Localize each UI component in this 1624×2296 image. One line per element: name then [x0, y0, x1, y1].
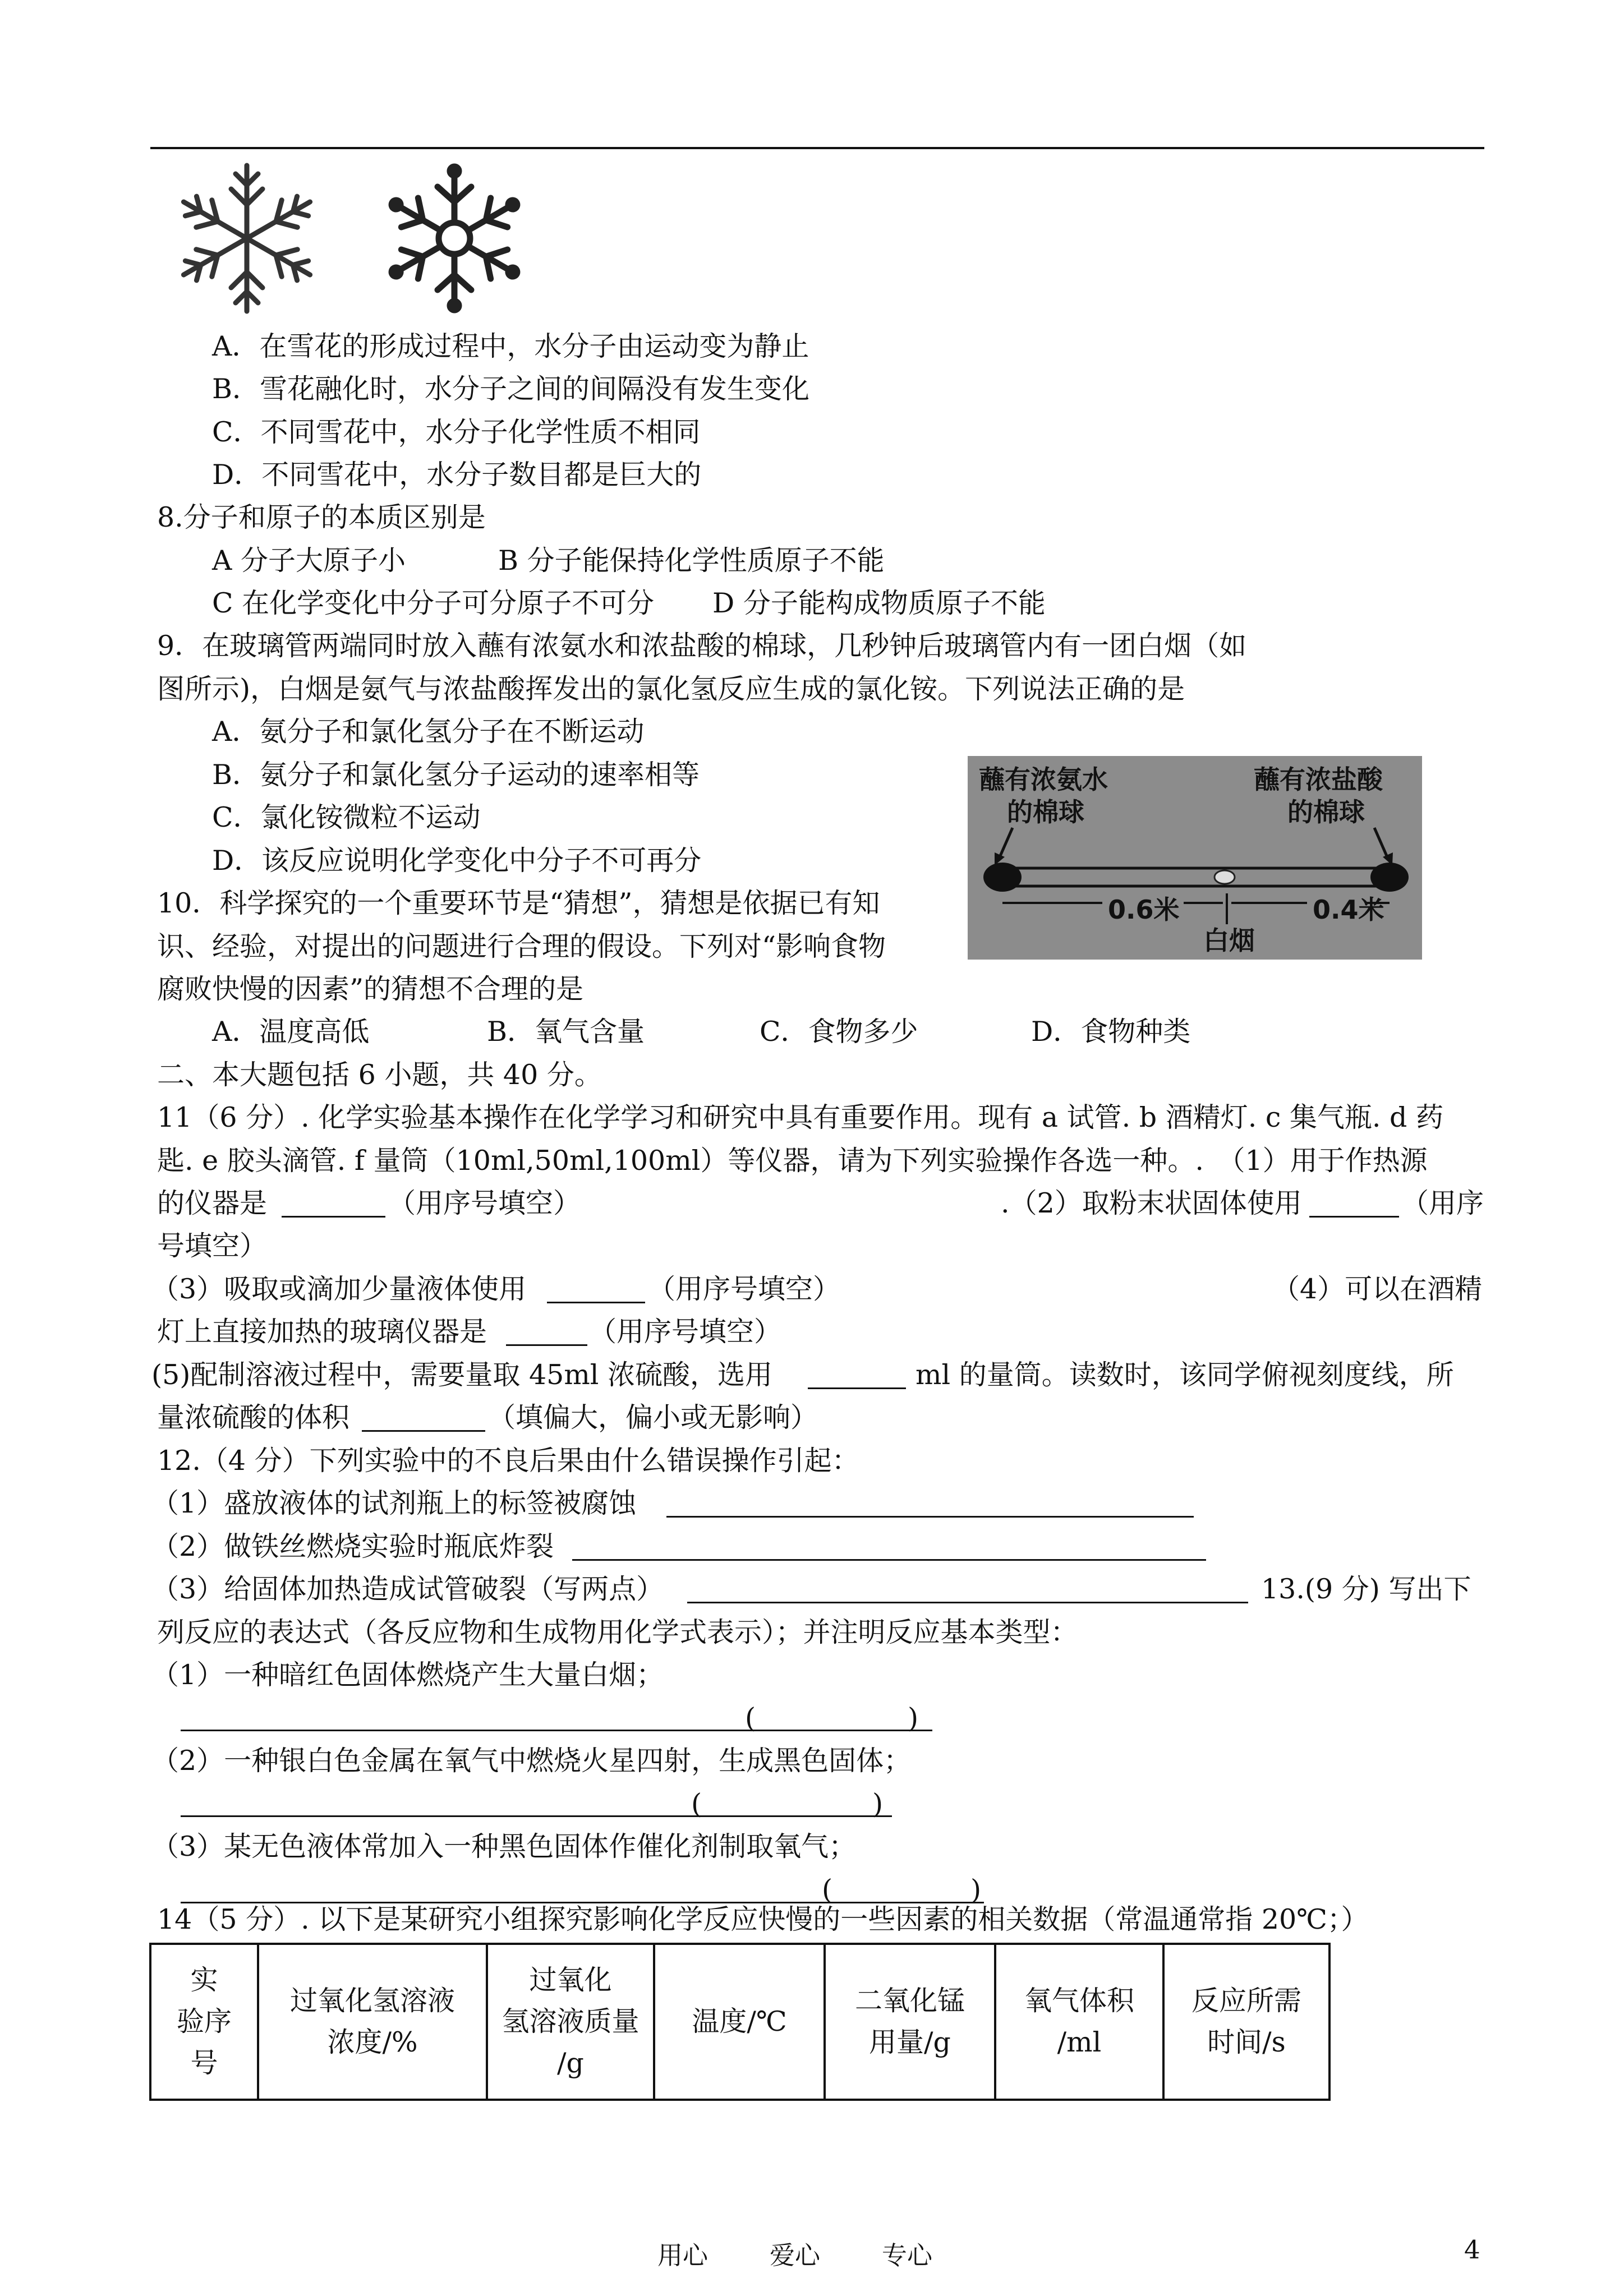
q13-item-1: （1）一种暗红色固体燃烧产生大量白烟； [151, 1659, 664, 1691]
q7-option-c: C．不同雪花中，水分子化学性质不相同 [212, 416, 701, 448]
q11-line-6a: 灯上直接加热的玻璃仪器是 [157, 1316, 487, 1348]
glass-tube-figure [968, 756, 1422, 960]
q13-heading: 13.(9 分) 写出下 [1261, 1573, 1471, 1605]
figure-dist-right: 0.4米 [1313, 895, 1384, 925]
q11-line-4: 号填空） [157, 1230, 268, 1262]
q11-blank-3[interactable] [547, 1302, 645, 1303]
cotton-ball-left [983, 863, 1022, 892]
q10-option-b: B．氧气含量 [487, 1016, 645, 1048]
table-header-cell: 氧气体积 /ml [995, 1944, 1163, 2100]
q12-item-3: （3）给固体加热造成试管破裂（写两点） [151, 1573, 664, 1605]
footer-motto-3: 专心 [882, 2240, 933, 2270]
q11-line-3c: .（2）取粉末状固体使用 [1001, 1187, 1302, 1219]
q9-option-d: D．该反应说明化学变化中分子不可再分 [212, 845, 702, 877]
snowflake-image-1 [157, 157, 337, 320]
snowflake-image-2 [370, 157, 539, 320]
q11-line-8b: （填偏大，偏小或无影响） [488, 1401, 818, 1433]
q12-blank-3[interactable] [687, 1602, 1248, 1603]
glass-tube-diagram [968, 756, 1422, 960]
q10-option-d: D．食物种类 [1031, 1016, 1191, 1048]
q11-blank-6[interactable] [362, 1430, 485, 1432]
q8-stem: 8.分子和原子的本质区别是 [157, 501, 486, 533]
table-header-cell: 过氧化氢溶液 浓度/% [258, 1944, 487, 2100]
q14-data-table [149, 1943, 1331, 2101]
footer-motto-1: 用心 [657, 2240, 709, 2270]
q9-stem-line-2: 图所示)，白烟是氨气与浓盐酸挥发出的氯化氢反应生成的氯化铵。下列说法正确的是 [157, 673, 1185, 705]
q13-item-3: （3）某无色液体常加入一种黑色固体作催化剂制取氧气； [151, 1831, 857, 1862]
q10-option-c: C．食物多少 [760, 1016, 918, 1048]
q11-line-5a: （3）吸取或滴加少量液体使用 [151, 1273, 527, 1305]
q11-blank-4[interactable] [506, 1344, 587, 1346]
q13-instructions: 列反应的表达式（各反应物和生成物用化学式表示）；并注明反应基本类型： [157, 1616, 1078, 1648]
q8-option-b: B 分子能保持化学性质原子不能 [498, 545, 885, 577]
q11-line-8a: 量浓硫酸的体积 [157, 1401, 350, 1433]
q11-line-7b: ml 的量筒。读数时，该同学俯视刻度线，所 [915, 1359, 1454, 1391]
q8-option-d: D 分子能构成物质原子不能 [712, 587, 1046, 619]
table-header-cell: 实 验序 号 [150, 1944, 258, 2100]
q10-stem-line-2: 识、经验，对提出的问题进行合理的假设。下列对“影响食物 [157, 930, 886, 962]
q11-blank-1[interactable] [282, 1216, 385, 1218]
q11-line-5c: （4）可以在酒精 [1272, 1273, 1483, 1305]
section-2-heading: 二、本大题包括 6 小题，共 40 分。 [157, 1059, 602, 1091]
q11-line-6b: （用序号填空） [589, 1316, 782, 1348]
q13-paren-open-2: ( [691, 1788, 702, 1820]
q9-stem-line-1: 9．在玻璃管两端同时放入蘸有浓氨水和浓盐酸的棉球，几秒钟后玻璃管内有一团白烟（如 [157, 630, 1247, 662]
q8-option-a: A 分子大原子小 [212, 545, 406, 577]
q11-line-3a: 的仪器是 [157, 1187, 268, 1219]
q9-option-a: A．氨分子和氯化氢分子在不断运动 [212, 716, 645, 748]
white-smoke [1214, 870, 1235, 884]
q12-item-1: （1）盛放液体的试剂瓶上的标签被腐蚀 [151, 1487, 637, 1519]
q13-item-2: （2）一种银白色金属在氧气中燃烧火星四射，生成黑色固体； [151, 1745, 912, 1777]
figure-label-left-2: 的棉球 [1007, 797, 1084, 827]
figure-label-right-2: 的棉球 [1287, 797, 1365, 827]
q12-blank-2[interactable] [572, 1559, 1206, 1561]
q11-line-3b: （用序号填空） [388, 1187, 581, 1219]
q13-paren-close-3: ) [970, 1874, 982, 1906]
q13-blank-1[interactable] [181, 1730, 932, 1731]
q12-stem: 12.（4 分）下列实验中的不良后果由什么错误操作引起： [157, 1445, 859, 1477]
table-header-cell: 反应所需 时间/s [1163, 1944, 1329, 2100]
q13-paren-open-1: ( [745, 1702, 756, 1734]
q11-line-5b: （用序号填空） [648, 1273, 841, 1305]
figure-dist-left: 0.6米 [1108, 895, 1180, 925]
q11-line-7a: (5)配制溶液过程中，需要量取 45ml 浓硫酸，选用 [151, 1359, 773, 1391]
q13-paren-open-3: ( [822, 1874, 833, 1906]
table-header-cell: 温度/℃ [654, 1944, 825, 2100]
q7-option-a: A．在雪花的形成过程中，水分子由运动变为静止 [212, 330, 809, 362]
q9-option-c: C．氯化铵微粒不运动 [212, 801, 481, 833]
q11-line-3d: （用序 [1401, 1187, 1484, 1219]
table-header-cell: 过氧化 氢溶液质量 /g [487, 1944, 654, 2100]
q13-paren-close-2: ) [872, 1788, 884, 1820]
q10-option-a: A．温度高低 [212, 1016, 370, 1048]
q8-option-c: C 在化学变化中分子可分原子不可分 [212, 587, 655, 619]
figure-label-right-1: 蘸有浓盐酸 [1254, 764, 1383, 795]
cotton-ball-right [1370, 863, 1409, 892]
q10-stem-line-3: 腐败快慢的因素”的猜想不合理的是 [157, 973, 584, 1005]
q7-option-b: B．雪花融化时，水分子之间的间隔没有发生变化 [212, 373, 810, 405]
footer-motto-2: 爱心 [770, 2240, 821, 2270]
page-number: 4 [1464, 2235, 1480, 2265]
q12-blank-1[interactable] [666, 1516, 1194, 1518]
q14-stem: 14（5 分）. 以下是某研究小组探究影响化学反应快慢的一些因素的相关数据（常温通常指 20℃；） [157, 1903, 1369, 1935]
q10-stem-line-1: 10．科学探究的一个重要环节是“猜想”，猜想是依据已有知 [157, 887, 880, 919]
figure-smoke-label: 白烟 [1203, 925, 1255, 956]
table-header-row [150, 1944, 1329, 2100]
q11-line-1: 11（6 分）. 化学实验基本操作在化学学习和研究中具有重要作用。现有 a 试管. b 酒精灯. c 集气瓶. d 药 [157, 1101, 1443, 1133]
figure-label-left-1: 蘸有浓氨水 [979, 764, 1108, 795]
q7-option-d: D．不同雪花中，水分子数目都是巨大的 [212, 459, 702, 491]
q12-item-2: （2）做铁丝燃烧实验时瓶底炸裂 [151, 1530, 554, 1562]
q9-option-b: B．氨分子和氯化氢分子运动的速率相等 [212, 759, 700, 791]
header-rule [150, 147, 1484, 149]
q13-paren-close-1: ) [908, 1702, 919, 1734]
q11-line-2: 匙. e 胶头滴管. f 量筒（10ml,50ml,100ml）等仪器，请为下列实验操作各选一种。. （1）用于作热源 [157, 1145, 1428, 1177]
q13-blank-2[interactable] [181, 1815, 892, 1817]
q11-blank-5[interactable] [808, 1387, 906, 1389]
table-header-cell: 二氧化锰 用量/g [825, 1944, 995, 2100]
q11-blank-2[interactable] [1309, 1216, 1399, 1218]
